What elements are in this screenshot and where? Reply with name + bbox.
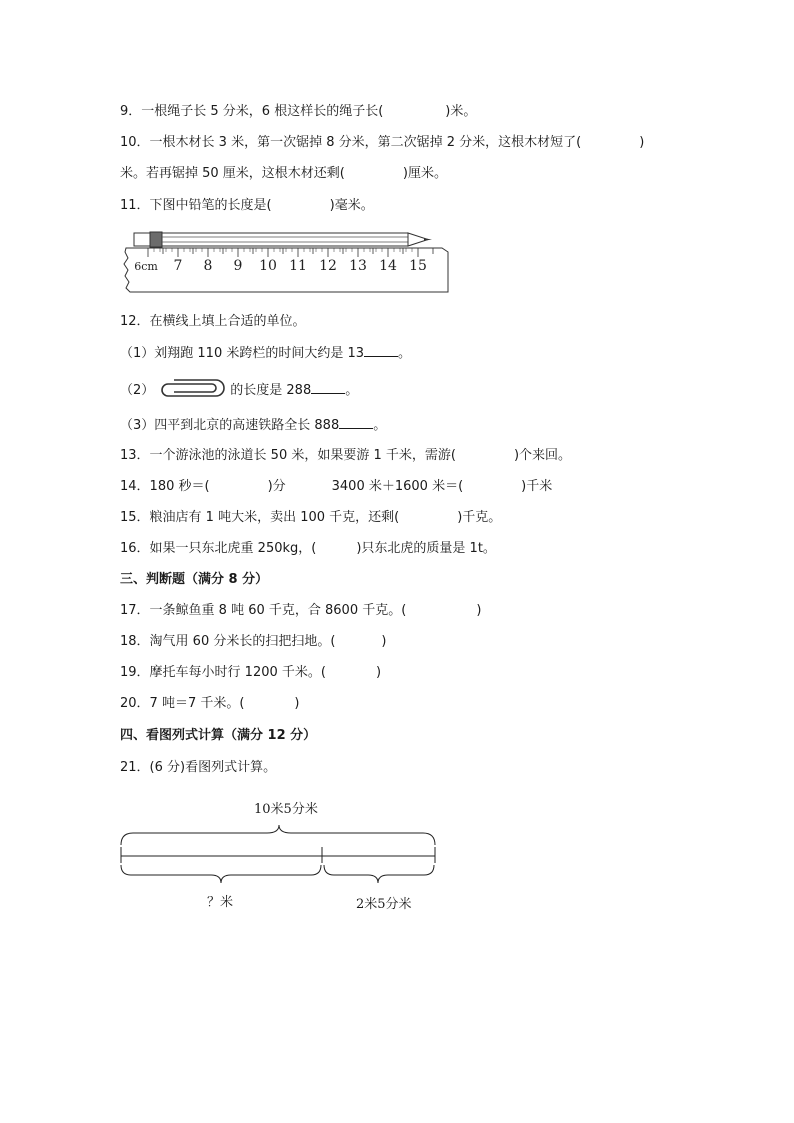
question-17 (120, 602, 481, 620)
question-16 (120, 540, 496, 558)
segment-diagram (110, 825, 450, 887)
ruler-tick-label: 15 (409, 258, 427, 274)
question-13 (120, 447, 571, 465)
q9-text: 9．一根绳子长 5 分米，6 根这样长的绳子长( (120, 104, 384, 119)
q9-text-end: )米。 (445, 104, 477, 119)
q12-2-answer-blank[interactable] (311, 381, 345, 394)
q14-text-a: 14．180 秒＝( (120, 479, 210, 494)
q10b-text: 米。若再锯掉 50 厘米，这根木材还剩( (120, 166, 345, 181)
known-length-label: 2米5分米 (356, 897, 412, 912)
q17-text: 17．一条鲸鱼重 8 吨 60 千克，合 8600 千克。( (120, 603, 407, 618)
question-15 (120, 509, 501, 527)
question-20 (120, 695, 300, 713)
unknown-part-brace (121, 865, 321, 883)
known-part-brace (324, 865, 434, 883)
question-12-3 (120, 416, 386, 435)
q10-text: 10．一根木材长 3 米，第一次锯掉 8 分米，第二次锯掉 2 分米，这根木材短了( (120, 135, 582, 150)
q14-text-b: )分 (267, 479, 286, 494)
question-11 (120, 197, 374, 215)
q21-text: 21．(6 分)看图列式计算。 (120, 760, 277, 775)
q12-3-text-end: 。 (373, 418, 387, 433)
pencil-ruler-figure (120, 224, 450, 296)
q17-text-end: ) (476, 603, 482, 618)
q11-text-end: )毫米。 (329, 198, 374, 213)
question-10 (120, 134, 644, 152)
ruler-tick-label: 11 (289, 258, 307, 274)
section-4-title: 四、看图列式计算（满分 12 分） (120, 728, 317, 743)
q20-text: 20．7 吨＝7 千米。( (120, 696, 245, 711)
q10-text-end: ) (639, 135, 645, 150)
q10b-text-end: )厘米。 (402, 166, 447, 181)
total-brace (121, 825, 435, 845)
unknown-length-label: ？米 (207, 895, 234, 910)
q15-text: 15．粮油店有 1 吨大米，卖出 100 千克，还剩( (120, 510, 400, 525)
q16-text-end: )只东北虎的质量是 1t。 (356, 541, 496, 556)
q12-1-text: （1）刘翔跑 110 米跨栏的时间大约是 13 (120, 346, 365, 361)
q12-3-answer-blank[interactable] (339, 416, 373, 429)
question-19 (120, 664, 381, 682)
paperclip-icon (154, 382, 230, 400)
q12-2-text: （2） (120, 383, 155, 398)
ruler-tick-label: 14 (379, 258, 397, 274)
ruler-tick-label: 10 (259, 258, 277, 274)
question-21 (120, 759, 276, 777)
ruler-tick-label: 7 (173, 258, 183, 274)
question-12-1 (120, 344, 411, 363)
q18-text: 18．淘气用 60 分米长的扫把扫地。( (120, 634, 336, 649)
q18-text-end: ) (381, 634, 387, 649)
q11-text: 11．下图中铅笔的长度是( (120, 198, 272, 213)
section-3-heading (120, 571, 268, 589)
q13-text-end: )个来回。 (513, 448, 572, 463)
question-18 (120, 633, 387, 651)
section-4-heading (120, 727, 316, 745)
q14-text-c: 3400 米＋1600 米＝( (331, 479, 464, 494)
q14-text-d: )千米 (521, 479, 553, 494)
q12-text: 12．在横线上填上合适的单位。 (120, 314, 306, 329)
q12-1-answer-blank[interactable] (364, 344, 398, 357)
q15-text-end: )千克。 (457, 510, 502, 525)
q20-text-end: ) (294, 696, 300, 711)
q19-text-end: ) (375, 665, 382, 680)
question-10-continued (120, 165, 447, 183)
q13-text: 13．一个游泳池的泳道长 50 米，如果要游 1 千米，需游( (120, 448, 456, 463)
pencil-icon (134, 232, 432, 247)
q12-2-text-mid: 的长度是 288 (230, 383, 312, 398)
ruler-unit-label: 6cm (134, 260, 158, 273)
section-3-title: 三、判断题（满分 8 分） (120, 572, 269, 587)
ruler-tick-label: 12 (319, 258, 337, 274)
question-14 (120, 478, 552, 496)
ruler-tick-label: 9 (233, 258, 243, 274)
q12-1-text-end: 。 (398, 346, 412, 361)
question-12 (120, 313, 306, 331)
q12-2-text-end: 。 (345, 383, 359, 398)
ruler-tick-label: 8 (203, 258, 213, 274)
q16-text: 16．如果一只东北虎重 250kg，( (120, 541, 317, 556)
ruler-tick-label: 13 (349, 258, 367, 274)
total-length-label: 10米5分米 (254, 802, 318, 817)
question-9 (120, 103, 476, 121)
q12-3-text: （3）四平到北京的高速铁路全长 888 (120, 418, 340, 433)
q19-text: 19．摩托车每小时行 1200 千米。( (120, 665, 326, 680)
question-12-2 (120, 381, 358, 400)
